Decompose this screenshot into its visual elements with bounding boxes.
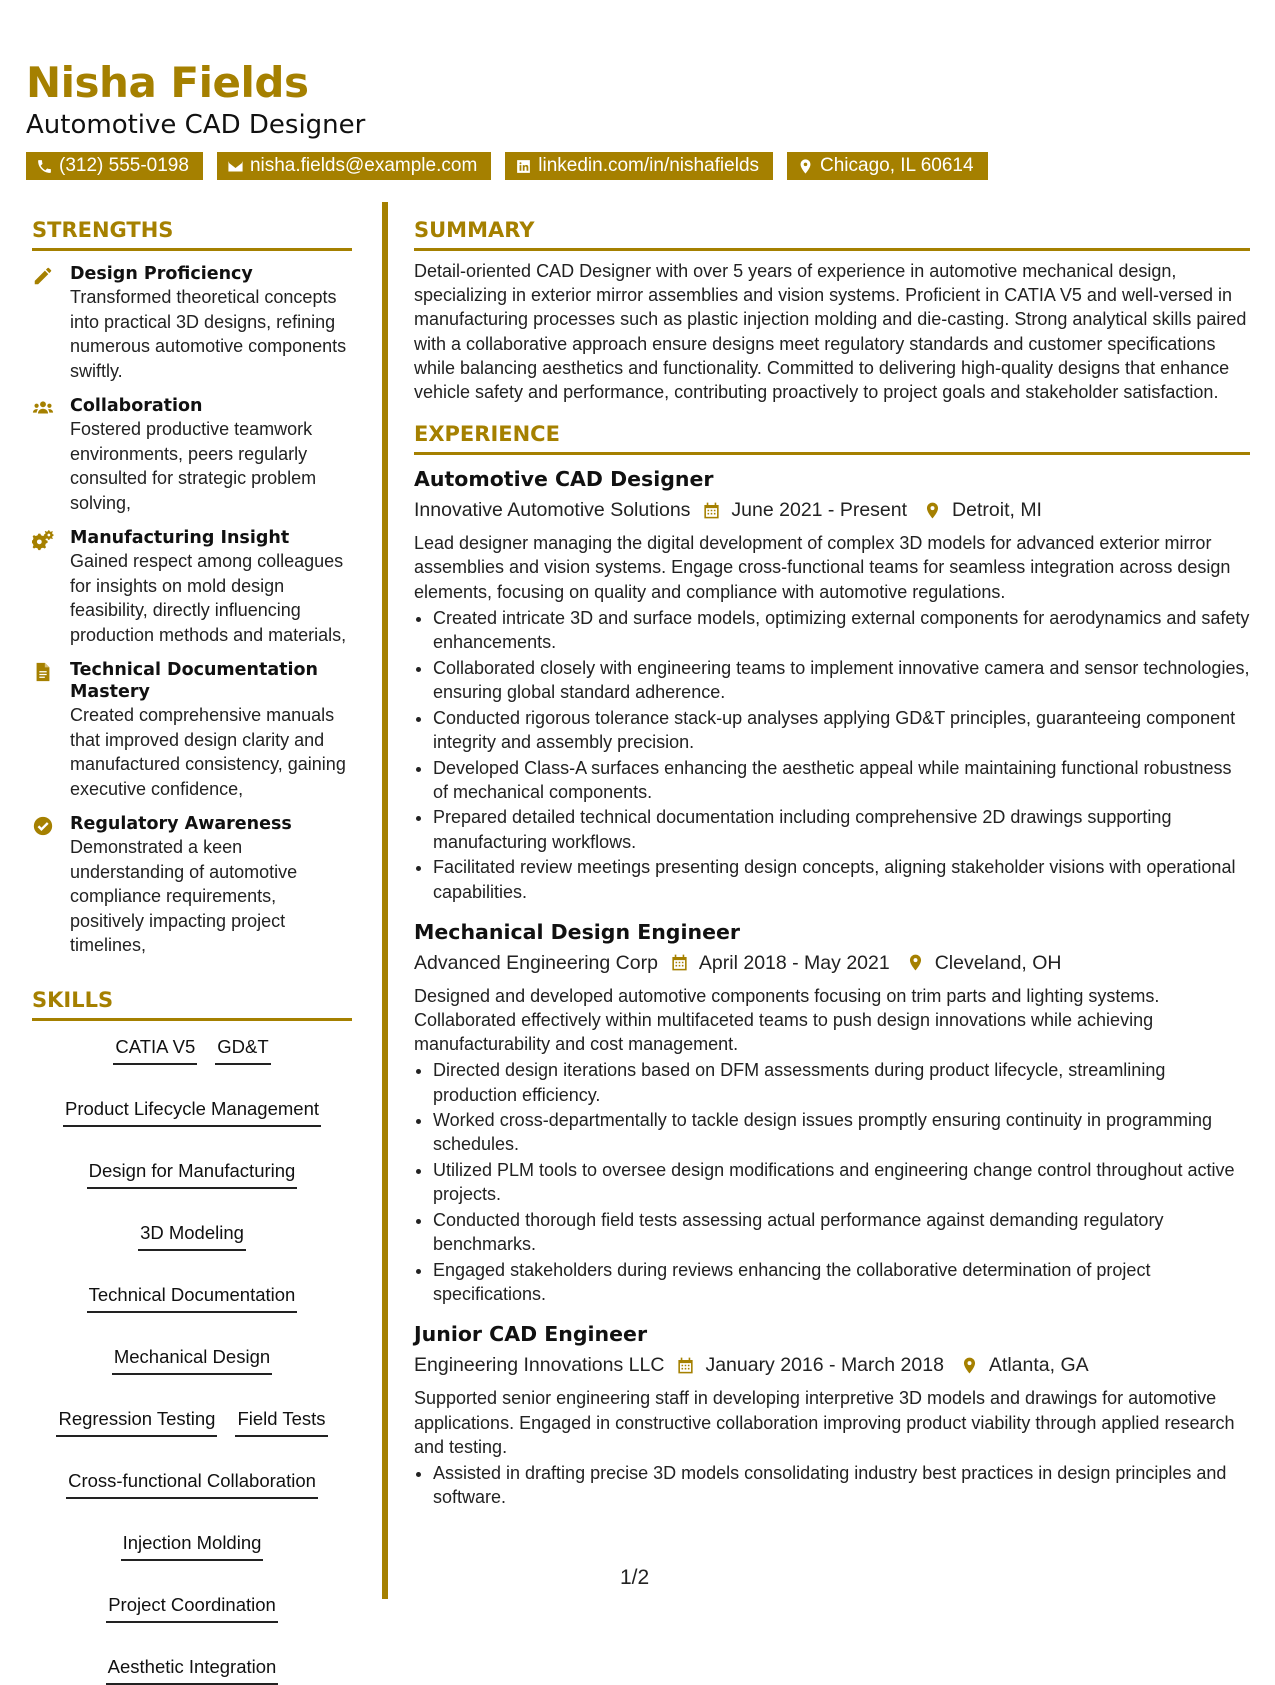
job-dates: January 2016 - March 2018 xyxy=(705,1354,944,1377)
experience-heading: EXPERIENCE xyxy=(414,422,1250,455)
envelope-icon xyxy=(227,158,244,175)
calendar-icon xyxy=(670,953,689,972)
company-name: Engineering Innovations LLC xyxy=(414,1354,665,1377)
location-text: Chicago, IL 60614 xyxy=(820,155,974,176)
contact-bar xyxy=(26,152,988,180)
pencil-icon xyxy=(32,265,54,287)
contact-phone[interactable] xyxy=(26,152,203,180)
skill-tag: Product Lifecycle Management xyxy=(63,1097,321,1127)
job-bullet: • Facilitated review meetings presenting design concepts, aligning stakeholder visions with operational capabilities. xyxy=(433,855,1250,903)
job-bullet: • Worked cross-departmentally to tackle design issues promptly ensuring continuity in programming schedules. xyxy=(433,1108,1250,1156)
job-dates: June 2021 - Present xyxy=(731,499,908,522)
linkedin-icon xyxy=(515,158,532,175)
company-name: Advanced Engineering Corp xyxy=(414,951,658,974)
strength-item xyxy=(32,659,352,801)
contact-location[interactable] xyxy=(787,152,988,180)
contact-email[interactable] xyxy=(217,152,491,180)
strength-description: Fostered productive teamwork environments, peers regularly consulted for strategic problem solving, xyxy=(70,419,317,513)
strength-description: Transformed theoretical concepts into practical 3D designs, refining numerous automotive components swiftly. xyxy=(70,287,347,381)
contact-linkedin[interactable] xyxy=(505,152,773,180)
job-bullet: • Assisted in drafting precise 3D models consolidating industry best practices in design principles and software. xyxy=(433,1461,1250,1509)
strength-item xyxy=(32,395,352,515)
job-bullet: • Conducted thorough field tests assessing actual performance against demanding regulatory benchmarks. xyxy=(433,1208,1250,1256)
job-title: Junior CAD Engineer xyxy=(414,1322,648,1347)
job-title: Mechanical Design Engineer xyxy=(414,919,741,944)
column-divider xyxy=(382,202,388,1599)
summary-heading: SUMMARY xyxy=(414,218,1250,251)
strengths-heading: STRENGTHS xyxy=(32,218,352,251)
job-location: Detroit, MI xyxy=(952,499,1042,522)
job-bullet: • Created intricate 3D and surface models, optimizing external components for aerodynamics and safety enhancements. xyxy=(433,606,1250,654)
phone-text: (312) 555-0198 xyxy=(59,155,189,176)
job-bullet: • Conducted rigorous tolerance stack-up analyses applying GD&T principles, guaranteeing component integrity and assembly precision. xyxy=(433,706,1250,754)
strength-title: Design Proficiency xyxy=(70,264,253,284)
users-icon xyxy=(32,397,54,419)
strength-title: Collaboration xyxy=(70,396,203,416)
job-bullet: • Collaborated closely with engineering teams to implement innovative camera and sensor technologies, ensuring global standard adherence. xyxy=(433,656,1250,704)
strength-description: Demonstrated a keen understanding of automotive compliance requirements, positively impacting project timelines, xyxy=(70,837,298,955)
skills-heading: SKILLS xyxy=(32,988,352,1021)
job-entry xyxy=(414,1320,1250,1509)
job-bullet: • Developed Class-A surfaces enhancing the aesthetic appeal while maintaining functional robustness of mechanical components. xyxy=(433,756,1250,804)
job-location: Atlanta, GA xyxy=(988,1354,1089,1377)
job-bullets xyxy=(414,606,1250,904)
skill-tag: GD&T xyxy=(215,1035,270,1065)
map-pin-icon xyxy=(906,953,925,972)
skill-tag: Regression Testing xyxy=(56,1407,217,1437)
job-meta xyxy=(414,1350,1250,1380)
linkedin-text: linkedin.com/in/nishafields xyxy=(538,155,760,176)
strength-title: Manufacturing Insight xyxy=(70,528,290,548)
document-icon xyxy=(32,661,54,683)
job-bullet: • Directed design iterations based on DFM assessments during product lifecycle, streamlining production efficiency. xyxy=(433,1058,1250,1106)
job-dates: April 2018 - May 2021 xyxy=(698,951,890,974)
candidate-name: Nisha Fields xyxy=(26,58,309,107)
skill-tag: Mechanical Design xyxy=(112,1345,272,1375)
job-meta xyxy=(414,948,1250,978)
skill-tag: Aesthetic Integration xyxy=(106,1655,279,1685)
strength-description: Gained respect among colleagues for insights on mold design feasibility, directly influencing production methods and materials, xyxy=(70,551,347,645)
job-entry xyxy=(414,465,1250,904)
job-meta xyxy=(414,495,1250,525)
skills-list xyxy=(32,1035,352,1685)
skill-tag: Injection Molding xyxy=(121,1531,264,1561)
right-column xyxy=(414,218,1250,1511)
map-pin-icon xyxy=(960,1356,979,1375)
job-bullet: • Utilized PLM tools to oversee design modifications and engineering change control throughout active projects. xyxy=(433,1158,1250,1206)
job-title: Automotive CAD Designer xyxy=(414,467,714,492)
strength-item xyxy=(32,527,352,647)
strength-item xyxy=(32,813,352,958)
job-bullet: • Engaged stakeholders during reviews enhancing the collaborative determination of project specifications. xyxy=(433,1258,1250,1306)
skill-tag: Cross-functional Collaboration xyxy=(66,1469,318,1499)
strengths-list xyxy=(32,263,352,958)
job-bullet: • Prepared detailed technical documentation including comprehensive 2D drawings supporting manufacturing workflows. xyxy=(433,805,1250,853)
skill-tag: Technical Documentation xyxy=(87,1283,298,1313)
job-entry xyxy=(414,918,1250,1307)
strength-item xyxy=(32,263,352,383)
strength-description: Created comprehensive manuals that improved design clarity and manufactured consistency, gaining executive confidence, xyxy=(70,705,346,799)
map-pin-icon xyxy=(797,158,814,175)
skill-tag: CATIA V5 xyxy=(113,1035,197,1065)
strength-title: Technical Documentation Mastery xyxy=(70,660,319,702)
skill-tag: Project Coordination xyxy=(106,1593,278,1623)
check-circle-icon xyxy=(32,815,54,837)
email-text: nisha.fields@example.com xyxy=(249,155,478,176)
calendar-icon xyxy=(702,501,721,520)
map-pin-icon xyxy=(923,501,942,520)
skill-tag: Design for Manufacturing xyxy=(87,1159,298,1189)
job-bullets xyxy=(414,1058,1250,1306)
job-description: Supported senior engineering staff in developing interpretive 3D models and drawings for automotive applications. Engaged in constructive collaboration improving product viability through applied research and testing. xyxy=(414,1388,1235,1457)
gears-icon xyxy=(32,529,54,551)
calendar-icon xyxy=(676,1356,695,1375)
strength-title: Regulatory Awareness xyxy=(70,814,292,834)
left-column xyxy=(32,218,352,1685)
company-name: Innovative Automotive Solutions xyxy=(414,499,691,522)
job-role: Automotive CAD Designer xyxy=(26,110,366,140)
phone-icon xyxy=(36,158,53,175)
job-description: Designed and developed automotive components focusing on trim parts and lighting systems. Collaborated effectively within multifaceted teams to push design innovations while achieving manufacturability and cost management. xyxy=(414,985,1160,1055)
page-number: 1/2 xyxy=(620,1566,650,1589)
skill-tag: Field Tests xyxy=(235,1407,327,1437)
summary-text: Detail-oriented CAD Designer with over 5 years of experience in automotive mechanical design, specializing in exterior mirror assemblies and vision systems. Proficient in CATIA V5 and well-versed in manufacturing processes such as plastic injection molding and die-casting. Strong analytical skills paired with a collaborative approach ensure designs meet regulatory standards and customer specifications while balancing aesthetics and functionality. Committed to delivering high-quality designs that enhance vehicle safety and performance, contributing proactively to project goals and stakeholder satisfaction. xyxy=(414,261,1247,403)
skill-tag: 3D Modeling xyxy=(138,1221,246,1251)
job-location: Cleveland, OH xyxy=(934,951,1062,974)
job-bullets xyxy=(414,1461,1250,1509)
job-description: Lead designer managing the digital development of complex 3D models for advanced exterior mirror assemblies and vision systems. Engage cross-functional teams for seamless integration across design elements, focusing on quality and compliance with automotive regulations. xyxy=(414,533,1231,602)
